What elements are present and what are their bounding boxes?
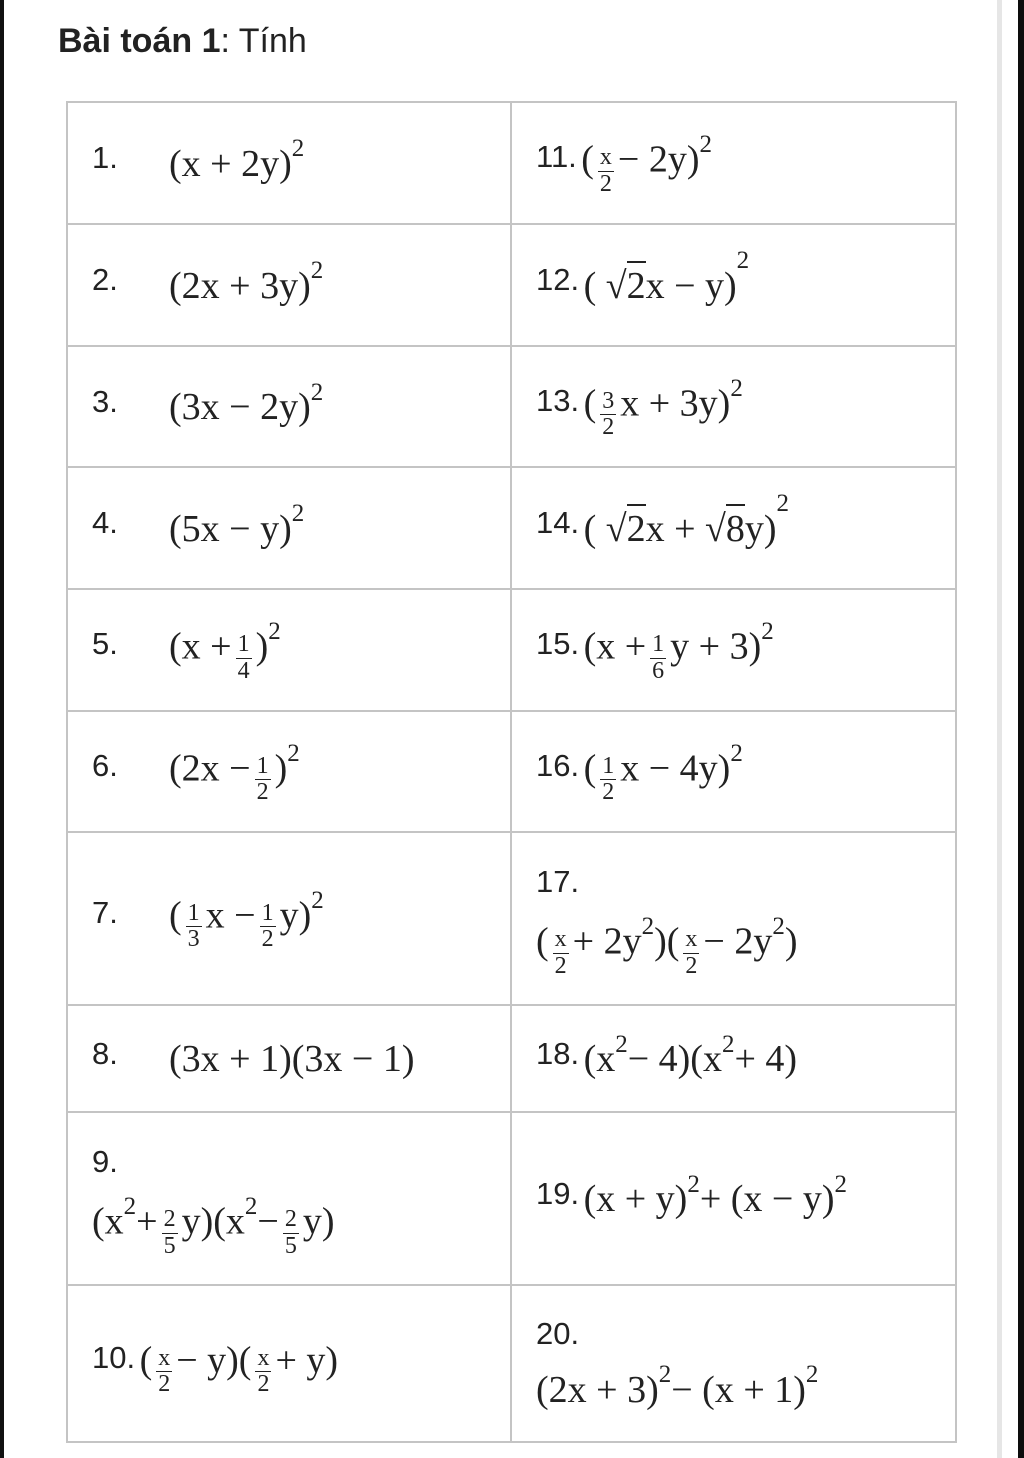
table-row [67,832,956,1005]
problem-cell-2: 2. $(2x + 3y)^2$ [67,224,511,346]
problem-cell-18: 18. $(x^2- 4)(x^2+ 4)$ [511,1005,956,1112]
title-bold: Bài toán 1 [58,22,221,60]
problem-cell-19: 19. $(x + y)^2+ (x - y)^2$ [511,1112,956,1285]
fraction: $\frac{x}{2}$ [554,926,567,979]
fraction: $\frac{1}{2}$ [261,899,274,952]
fraction: $\frac{2}{5}$ [163,1206,176,1259]
problem-cell-16: 16. ( $\frac{1}{2}$ x − 4y)$^2$ [511,711,956,832]
table-row [67,711,956,832]
problem-cell-13: 13. ( $\frac{3}{2}$ x + 3y)$^2$ [511,346,956,467]
title-rest: : Tính [220,22,307,60]
problem-cell-3: 3. $(3x - 2y)^2$ [67,346,511,467]
left-screen-edge [0,0,4,1458]
problem-cell-17: 17. ( $\frac{x}{2}$ + $2y^2$)( $\frac{x}{2}$ − $2y^2$) [511,832,956,1005]
fraction: $\frac{2}{5}$ [284,1206,297,1259]
fraction: $\frac{x}{2}$ [685,926,698,979]
right-screen-edge [1018,0,1024,1458]
table-row [67,102,956,224]
table-row [67,1112,956,1285]
problem-cell-7: 7. ( $\frac{1}{3}$ x − $\frac{1}{2}$ y)$^2$ [67,832,511,1005]
fraction: $\frac{x}{2}$ [257,1344,270,1397]
table-row [67,589,956,711]
problem-table [66,101,957,1443]
table-row [67,346,956,467]
page-title [58,22,307,61]
problem-cell-10: 10. ( $\frac{x}{2}$ − y)( $\frac{x}{2}$ + y) [67,1285,511,1442]
problem-cell-12: 12. ( √2x − y)$^2$ [511,224,956,346]
table-row [67,224,956,346]
fraction: $\frac{1}{6}$ [652,631,665,684]
table-row [67,1005,956,1112]
fraction: $\frac{1}{2}$ [256,752,269,805]
table-row [67,1285,956,1442]
fraction: $\frac{1}{4}$ [237,631,250,684]
problem-cell-1: 1. $(x + 2y)^2$ [67,102,511,224]
problem-cell-20: 20. $(2x + 3)^2- (x + 1)^2$ [511,1285,956,1442]
fraction: $\frac{x}{2}$ [599,144,612,197]
table-row [67,467,956,589]
problem-cell-11: 11. ( $\frac{x}{2}$ − 2y)$^2$ [511,102,956,224]
problem-cell-4: 4. $(5x - y)^2$ [67,467,511,589]
problem-cell-15: 15. (x + $\frac{1}{6}$ y + 3)$^2$ [511,589,956,711]
problem-cell-6: 6. (2x − $\frac{1}{2}$ )$^2$ [67,711,511,832]
fraction: $\frac{1}{3}$ [187,899,200,952]
problem-cell-8: 8. (3x + 1)(3x − 1) [67,1005,511,1112]
problem-cell-9: 9. ($x^2+$ $\frac{2}{5}$ $y)(x^2-$ $\frac{2}{5}$ y) [67,1112,511,1285]
problem-cell-14: 14. ( √2x + √8y)$^2$ [511,467,956,589]
problem-cell-5: 5. (x + $\frac{1}{4}$ )$^2$ [67,589,511,711]
fraction: $\frac{1}{2}$ [602,752,615,805]
fraction: $\frac{x}{2}$ [158,1344,171,1397]
right-page-margin [997,0,1002,1458]
fraction: $\frac{3}{2}$ [602,387,615,440]
